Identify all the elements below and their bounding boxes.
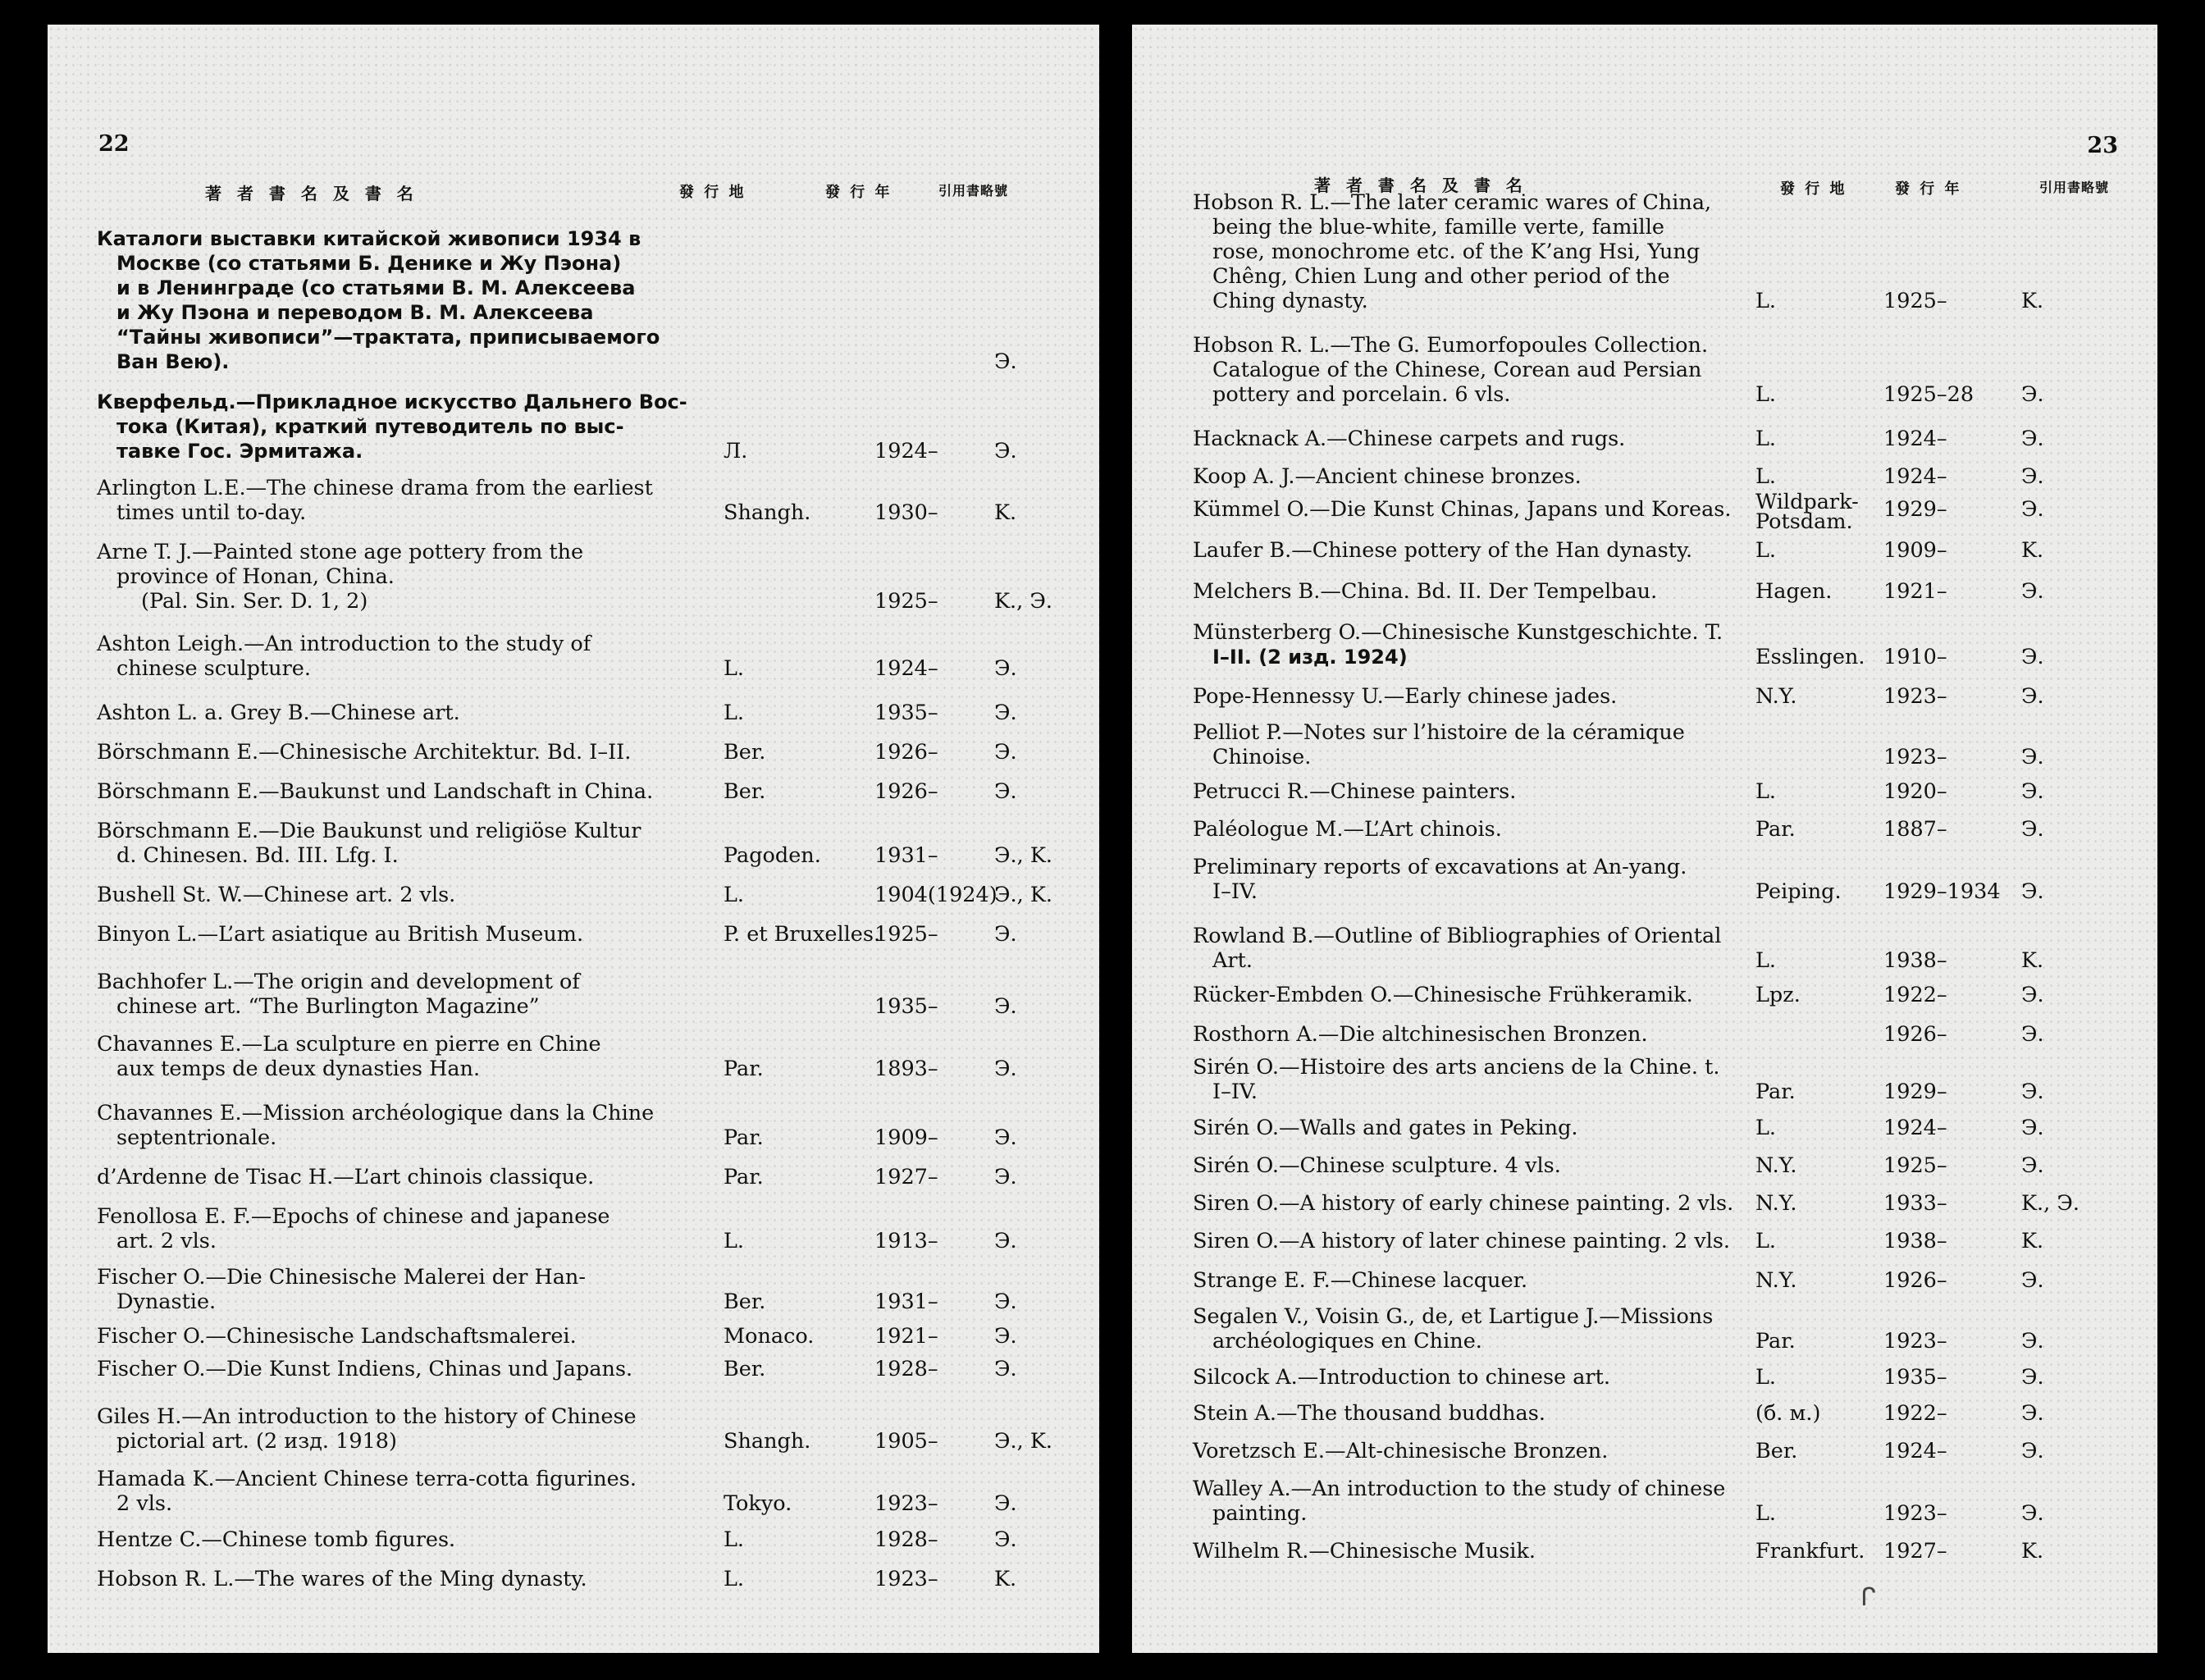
citation-line: Voretzsch E.—Alt-chinesische Bronzen. — [1193, 1439, 1609, 1463]
entry-place: L. — [1755, 1229, 1777, 1253]
entry-place: Hagen. — [1755, 579, 1833, 604]
entry-citation — [1193, 1401, 1545, 1426]
citation-line: archéologiques en Chine. — [1212, 1329, 1482, 1354]
citation-line: Sirén O.—Histoire des arts anciens de la Chine. t. — [1193, 1055, 1720, 1080]
entry-place: L. — [1755, 1116, 1777, 1140]
citation-line: тавке Гос. Эрмитажа. — [116, 440, 363, 463]
entry-place: Shangh. — [724, 1429, 811, 1454]
citation-line: Москве (со статьями Б. Денике и Жу Пэона) — [116, 252, 622, 275]
entry-place: L. — [1755, 1365, 1777, 1390]
column-header-library: 引用書略號 — [938, 183, 1009, 199]
citation-line: I–IV. — [1212, 1080, 1258, 1104]
citation-line: I–II. (2 изд. 1924) — [1212, 646, 1408, 669]
column-header-place: 發 行 地 — [679, 184, 746, 201]
entry-place: L. — [1755, 1501, 1777, 1526]
entry-citation — [97, 740, 631, 765]
entry-citation — [1193, 579, 1657, 604]
entry-library-code: K. — [2021, 1539, 2044, 1564]
citation-line: Bushell St. W.—Chinese art. 2 vls. — [97, 883, 456, 907]
entry-place: L. — [1755, 464, 1777, 489]
entry-place: Tokyo. — [724, 1491, 792, 1516]
entry-year: 1928– — [874, 1357, 938, 1381]
entry-year: 1925–28 — [1883, 382, 1974, 407]
entry-citation — [97, 1324, 577, 1349]
entry-place: Ber. — [1755, 1439, 1798, 1463]
right-page — [1132, 25, 2157, 1653]
citation-line: Chêng, Chien Lung and other period of the — [1212, 264, 1670, 289]
entry-year: 1893– — [874, 1057, 938, 1081]
entry-citation — [97, 1567, 587, 1591]
citation-line: Dynastie. — [116, 1290, 217, 1314]
entry-year: 1923– — [1883, 745, 1947, 769]
entry-library-code: Э., K. — [994, 843, 1052, 868]
citation-line: Arlington L.E.—The chinese drama from the earliest — [97, 476, 653, 500]
entry-year: 1921– — [1883, 579, 1947, 604]
entry-year: 1923– — [1883, 1329, 1947, 1354]
citation-line: Ashton L. a. Grey B.—Chinese art. — [97, 701, 460, 725]
entry-year: 1924– — [874, 439, 938, 463]
entry-library-code: Э. — [2021, 1401, 2044, 1426]
citation-line: Hobson R. L.—The G. Eumorfopoules Collection. — [1193, 333, 1709, 358]
entry-place: L. — [724, 656, 745, 681]
entry-citation — [97, 701, 460, 725]
entry-place: L. — [1755, 289, 1777, 313]
entry-citation — [1193, 538, 1692, 563]
citation-line: Hacknack A.—Chinese carpets and rugs. — [1193, 427, 1626, 451]
entry-citation — [97, 1204, 610, 1253]
citation-line: Walley A.—An introduction to the study of chinese — [1193, 1477, 1726, 1501]
entry-library-code: K. — [994, 500, 1017, 525]
entry-citation — [97, 883, 455, 907]
entry-library-code: Э. — [2021, 464, 2044, 489]
entry-place: N.Y. — [1755, 684, 1797, 709]
citation-line: septentrionale. — [116, 1125, 277, 1150]
entry-citation — [1193, 1439, 1608, 1463]
entry-library-code: Э. — [2021, 579, 2044, 604]
entry-place: Par. — [724, 1125, 764, 1150]
entry-library-code: Э. — [994, 1324, 1017, 1349]
citation-line: Petrucci R.—Chinese painters. — [1193, 779, 1517, 804]
column-header-title: 著 者 書 名 及 書 名 — [1314, 176, 1527, 195]
citation-line: Hentze C.—Chinese tomb figures. — [97, 1527, 456, 1552]
entry-year: 1909– — [1883, 538, 1947, 563]
entry-year: 1938– — [1883, 1229, 1947, 1253]
entry-year: 1923– — [1883, 684, 1947, 709]
entry-year: 1925– — [1883, 289, 1947, 313]
entry-citation — [1193, 1153, 1561, 1178]
entry-library-code: Э. — [2021, 1329, 2044, 1354]
entry-year: 1909– — [874, 1125, 938, 1150]
entry-library-code: K., Э. — [2021, 1191, 2079, 1216]
entry-year: 1938– — [1883, 948, 1947, 973]
entry-place: Par. — [1755, 1329, 1796, 1354]
citation-line: Hobson R. L.—The later ceramic wares of China, — [1193, 190, 1712, 215]
citation-line: 2 vls. — [116, 1491, 173, 1516]
entry-library-code: Э. — [994, 922, 1017, 947]
citation-line: и Жу Пэона и переводом В. М. Алексеева — [116, 301, 594, 324]
entry-place: L. — [1755, 948, 1777, 973]
entry-library-code: K. — [2021, 538, 2044, 563]
entry-library-code: Э. — [2021, 745, 2044, 769]
entry-citation — [97, 1265, 586, 1314]
entry-citation — [97, 540, 583, 614]
citation-line: Binyon L.—L’art asiatique au British Museum. — [97, 922, 584, 947]
entry-library-code: Э. — [2021, 779, 2044, 804]
citation-line: Ван Вею). — [116, 350, 230, 373]
entry-citation — [1193, 190, 1711, 313]
entry-library-code: Э. — [2021, 1501, 2044, 1526]
entry-citation — [1193, 1268, 1527, 1293]
entry-year: 1926– — [874, 779, 938, 804]
entry-citation — [1193, 1477, 1725, 1526]
entry-library-code: Э. — [994, 779, 1017, 804]
entry-citation — [1193, 817, 1502, 842]
citation-line: Chavannes E.—Mission archéologique dans la Chine — [97, 1101, 655, 1125]
entry-year: 1926– — [1883, 1268, 1947, 1293]
entry-place: L. — [1755, 538, 1777, 563]
entry-citation — [97, 1527, 455, 1552]
entry-library-code: Э. — [994, 1057, 1017, 1081]
entry-year: 1935– — [874, 701, 938, 725]
citation-line: Stein A.—The thousand buddhas. — [1193, 1401, 1545, 1426]
entry-citation — [1193, 1116, 1578, 1140]
entry-place: L. — [724, 1229, 745, 1253]
citation-line: Rücker-Embden O.—Chinesische Frühkeramik. — [1193, 983, 1693, 1007]
citation-line: Catalogue of the Chinese, Corean aud Persian — [1212, 358, 1702, 382]
entry-year: 1923– — [874, 1567, 938, 1591]
entry-citation — [1193, 1191, 1733, 1216]
entry-year: 1924– — [1883, 1439, 1947, 1463]
entry-year: 1913– — [874, 1229, 938, 1253]
entry-place: Pagoden. — [724, 843, 821, 868]
citation-line: Strange E. F.—Chinese lacquer. — [1193, 1268, 1528, 1293]
citation-line: pottery and porcelain. 6 vls. — [1212, 382, 1511, 407]
citation-line: Ching dynasty. — [1212, 289, 1368, 313]
entry-place: N.Y. — [1755, 1153, 1797, 1178]
entry-library-code: Э. — [2021, 1116, 2044, 1140]
citation-line: Laufer B.—Chinese pottery of the Han dynasty. — [1193, 538, 1693, 563]
entry-citation — [97, 1101, 654, 1150]
citation-line: painting. — [1212, 1501, 1308, 1526]
entry-library-code: Э., K. — [994, 883, 1052, 907]
citation-line: chinese sculpture. — [116, 656, 311, 681]
entry-library-code: Э. — [994, 1290, 1017, 1314]
entry-year: 1929– — [1883, 497, 1947, 522]
entry-citation — [1193, 983, 1693, 1007]
entry-year: 1923– — [874, 1491, 938, 1516]
citation-line: aux temps de deux dynasties Han. — [116, 1057, 481, 1081]
citation-line: Art. — [1212, 948, 1253, 973]
entry-library-code: Э. — [994, 439, 1017, 463]
entry-place: (б. м.) — [1755, 1401, 1821, 1426]
entry-year: 1925– — [1883, 1153, 1947, 1178]
citation-line: pictorial art. (2 изд. 1918) — [116, 1429, 397, 1454]
entry-citation — [97, 1467, 637, 1516]
entry-year: 1920– — [1883, 779, 1947, 804]
entry-place: Ber. — [724, 779, 766, 804]
entry-year: 1924– — [1883, 1116, 1947, 1140]
entry-library-code: Э. — [2021, 1439, 2044, 1463]
entry-library-code: Э. — [2021, 879, 2044, 904]
entry-year: 1924– — [1883, 427, 1947, 451]
entry-year: 1904(1924) — [874, 883, 998, 907]
citation-line: Fischer O.—Chinesische Landschaftsmalerei. — [97, 1324, 577, 1349]
citation-line: I–IV. — [1212, 879, 1258, 904]
entry-place: Peiping. — [1755, 879, 1842, 904]
entry-library-code: Э. — [994, 1125, 1017, 1150]
entry-library-code: Э. — [2021, 1022, 2044, 1047]
entry-place: L. — [724, 883, 745, 907]
entry-library-code: Э. — [994, 1491, 1017, 1516]
entry-citation — [1193, 779, 1516, 804]
citation-line: Fischer O.—Die Kunst Indiens, Chinas und Japans. — [97, 1357, 633, 1381]
entry-year: 1925– — [874, 922, 938, 947]
entry-year: 1926– — [874, 740, 938, 765]
citation-line: Pelliot P.—Notes sur l’histoire de la céramique — [1193, 720, 1685, 745]
entry-citation — [1193, 1055, 1719, 1104]
entry-library-code: Э. — [994, 740, 1017, 765]
citation-line: province of Honan, China. — [116, 564, 395, 589]
entry-library-code: Э., K. — [994, 1429, 1052, 1454]
entry-library-code: K. — [994, 1567, 1017, 1591]
entry-year: 1921– — [874, 1324, 938, 1349]
entry-place: Par. — [1755, 1080, 1796, 1104]
entry-year: 1935– — [1883, 1365, 1947, 1390]
entry-place: L. — [1755, 427, 1777, 451]
citation-line: (Pal. Sin. Ser. D. 1, 2) — [141, 589, 368, 614]
entry-citation — [1193, 464, 1582, 489]
citation-line: Preliminary reports of excavations at An-yang. — [1193, 855, 1687, 879]
citation-line: Segalen V., Voisin G., de, et Lartigue J.—Missions — [1193, 1304, 1714, 1329]
entry-year: 1927– — [1883, 1539, 1947, 1564]
entry-citation — [1193, 1539, 1536, 1564]
entry-library-code: Э. — [2021, 645, 2044, 669]
citation-line: Rowland B.—Outline of Bibliographies of Oriental — [1193, 924, 1722, 948]
citation-line: Kümmel O.—Die Kunst Chinas, Japans und Koreas. — [1193, 497, 1732, 522]
entry-citation — [1193, 333, 1708, 407]
entry-citation — [97, 632, 591, 681]
entry-year: 1925– — [874, 589, 938, 614]
citation-line: Fischer O.—Die Chinesische Malerei der Han- — [97, 1265, 586, 1290]
entry-library-code: Э. — [2021, 1365, 2044, 1390]
entry-library-code: K. — [2021, 289, 2044, 313]
entry-place: N.Y. — [1755, 1268, 1797, 1293]
citation-line: Каталоги выставки китайской живописи 1934 в — [97, 227, 641, 250]
entry-place: Lpz. — [1755, 983, 1801, 1007]
entry-year: 1929– — [1883, 1080, 1947, 1104]
entry-citation — [1193, 1365, 1610, 1390]
citation-line: chinese art. “The Burlington Magazine” — [116, 994, 540, 1019]
entry-library-code: Э. — [994, 701, 1017, 725]
entry-year: 1929–1934 — [1883, 879, 2001, 904]
entry-citation — [1193, 620, 1723, 669]
left-page — [48, 25, 1099, 1653]
entry-citation — [1193, 427, 1625, 451]
entry-place: L. — [724, 1527, 745, 1552]
entry-citation — [1193, 1304, 1713, 1354]
citation-line: Hobson R. L.—The wares of the Ming dynasty. — [97, 1567, 587, 1591]
citation-line: тока (Китая), краткий путеводитель по выс- — [116, 415, 624, 438]
pencil-mark: ᒋ — [1860, 1583, 1876, 1612]
entry-year: 1887– — [1883, 817, 1947, 842]
entry-citation — [1193, 720, 1685, 769]
entry-place: Par. — [724, 1165, 764, 1189]
citation-line: Hamada K.—Ancient Chinese terra-cotta figurines. — [97, 1467, 637, 1491]
citation-line: Bachhofer L.—The origin and development of — [97, 970, 580, 994]
entry-library-code: Э. — [2021, 1268, 2044, 1293]
entry-citation — [1193, 1229, 1730, 1253]
entry-place: L. — [724, 701, 745, 725]
entry-place: N.Y. — [1755, 1191, 1797, 1216]
column-header-library: 引用書略號 — [2039, 180, 2110, 195]
entry-citation — [97, 1165, 594, 1189]
entry-citation — [97, 922, 583, 947]
entry-library-code: K. — [2021, 1229, 2044, 1253]
entry-place: Ber. — [724, 1290, 766, 1314]
entry-library-code: Э. — [2021, 983, 2044, 1007]
entry-place: Ber. — [724, 740, 766, 765]
entry-place: Shangh. — [724, 500, 811, 525]
entry-place: L. — [1755, 779, 1777, 804]
entry-year: 1933– — [1883, 1191, 1947, 1216]
entry-citation — [97, 476, 653, 525]
citation-line: Melchers B.—China. Bd. II. Der Tempelbau. — [1193, 579, 1658, 604]
citation-line: Silcock A.—Introduction to chinese art. — [1193, 1365, 1610, 1390]
citation-line: d. Chinesen. Bd. III. Lfg. I. — [116, 843, 399, 868]
citation-line: Paléologue M.—L’Art chinois. — [1193, 817, 1502, 842]
entry-year: 1935– — [874, 994, 938, 1019]
entry-library-code: Э. — [2021, 382, 2044, 407]
entry-year: 1926– — [1883, 1022, 1947, 1047]
citation-line: rose, monochrome etc. of the K’ang Hsi, Yung — [1212, 240, 1701, 264]
entry-citation — [1193, 1022, 1648, 1047]
citation-line: Münsterberg O.—Chinesische Kunstgeschichte. T. — [1193, 620, 1723, 645]
entry-library-code: K., Э. — [994, 589, 1052, 614]
citation-line: Wilhelm R.—Chinesische Musik. — [1193, 1539, 1536, 1564]
entry-year: 1922– — [1883, 1401, 1947, 1426]
entry-place: Frankfurt. — [1755, 1539, 1865, 1564]
citation-line: Siren O.—A history of later chinese painting. 2 vls. — [1193, 1229, 1731, 1253]
entry-place: Esslingen. — [1755, 645, 1865, 669]
page-number: 22 — [98, 131, 130, 157]
citation-line: и в Ленинграде (со статьями В. М. Алексеева — [116, 276, 636, 299]
entry-year: 1924– — [874, 656, 938, 681]
citation-line: Chinoise. — [1212, 745, 1312, 769]
entry-library-code: Э. — [994, 1357, 1017, 1381]
citation-line: Siren O.—A history of early chinese painting. 2 vls. — [1193, 1191, 1734, 1216]
entry-year: 1905– — [874, 1429, 938, 1454]
entry-place: Par. — [724, 1057, 764, 1081]
entry-year: 1923– — [1883, 1501, 1947, 1526]
entry-library-code: K. — [2021, 948, 2044, 973]
entry-library-code: Э. — [2021, 427, 2044, 451]
entry-citation — [1193, 684, 1617, 709]
entry-library-code: Э. — [994, 1527, 1017, 1552]
entry-library-code: Э. — [994, 994, 1017, 1019]
citation-line: art. 2 vls. — [116, 1229, 217, 1253]
entry-year: 1922– — [1883, 983, 1947, 1007]
citation-line: Giles H.—An introduction to the history of Chinese — [97, 1404, 637, 1429]
entry-citation — [1193, 855, 1687, 904]
entry-citation — [97, 970, 580, 1019]
entry-year: 1930– — [874, 500, 938, 525]
entry-citation — [1193, 497, 1731, 522]
entry-library-code: Э. — [2021, 1080, 2044, 1104]
citation-line: Koop A. J.—Ancient chinese bronzes. — [1193, 464, 1582, 489]
entry-citation — [97, 1032, 601, 1081]
page-number: 23 — [2087, 133, 2118, 158]
citation-line: Fenollosa E. F.—Epochs of chinese and japanese — [97, 1204, 610, 1229]
column-header-place: 發 行 地 — [1780, 180, 1847, 198]
entry-year: 1931– — [874, 843, 938, 868]
citation-line: Börschmann E.—Baukunst und Landschaft in China. — [97, 779, 654, 804]
entry-year: 1924– — [1883, 464, 1947, 489]
entry-place: P. et Bruxelles. — [724, 922, 881, 947]
column-header-title: 著 者 書 名 及 書 名 — [205, 184, 418, 203]
entry-citation — [97, 819, 641, 868]
entry-library-code: Э. — [994, 1165, 1017, 1189]
column-header-year: 發 行 年 — [1895, 180, 1962, 198]
citation-line: Ashton Leigh.—An introduction to the study of — [97, 632, 591, 656]
entry-citation — [97, 779, 653, 804]
entry-year: 1931– — [874, 1290, 938, 1314]
entry-citation — [97, 1357, 632, 1381]
citation-line: Sirén O.—Walls and gates in Peking. — [1193, 1116, 1578, 1140]
citation-line: times until to-day. — [116, 500, 307, 525]
entry-place: Л. — [724, 439, 748, 463]
citation-line: Rosthorn A.—Die altchinesischen Bronzen. — [1193, 1022, 1648, 1047]
entry-year: 1927– — [874, 1165, 938, 1189]
citation-line: “Тайны живописи”—трактата, приписываемого — [116, 326, 660, 349]
citation-line: Arne T. J.—Painted stone age pottery from the — [97, 540, 584, 564]
column-header-year: 發 行 年 — [825, 184, 892, 201]
entry-library-code: Э. — [2021, 1153, 2044, 1178]
entry-library-code: Э. — [2021, 817, 2044, 842]
citation-line: d’Ardenne de Tisac H.—L’art chinois classique. — [97, 1165, 595, 1189]
entry-place: L. — [1755, 382, 1777, 407]
citation-line: Chavannes E.—La sculpture en pierre en Chine — [97, 1032, 601, 1057]
entry-citation — [97, 226, 660, 374]
entry-place: Par. — [1755, 817, 1796, 842]
entry-citation — [97, 390, 687, 463]
entry-library-code: Э. — [994, 1229, 1017, 1253]
entry-year: 1928– — [874, 1527, 938, 1552]
entry-citation — [1193, 924, 1721, 973]
entry-place: Ber. — [724, 1357, 766, 1381]
citation-line: being the blue-white, famille verte, famille — [1212, 215, 1664, 240]
entry-year: 1910– — [1883, 645, 1947, 669]
entry-library-code: Э. — [994, 656, 1017, 681]
entry-library-code: Э. — [994, 349, 1017, 374]
entry-place: L. — [724, 1567, 745, 1591]
entry-place: Wildpark- Potsdam. — [1755, 490, 1859, 534]
entry-place: Monaco. — [724, 1324, 815, 1349]
citation-line: Börschmann E.—Die Baukunst und religiöse Kultur — [97, 819, 641, 843]
citation-line: Pope-Hennessy U.—Early chinese jades. — [1193, 684, 1618, 709]
entry-library-code: Э. — [2021, 497, 2044, 522]
citation-line: Börschmann E.—Chinesische Architektur. Bd. I–II. — [97, 740, 632, 765]
entry-library-code: Э. — [2021, 684, 2044, 709]
citation-line: Sirén O.—Chinese sculpture. 4 vls. — [1193, 1153, 1561, 1178]
entry-citation — [97, 1404, 637, 1454]
citation-line: Кверфельд.—Прикладное искусство Дальнего Вос- — [97, 390, 687, 413]
